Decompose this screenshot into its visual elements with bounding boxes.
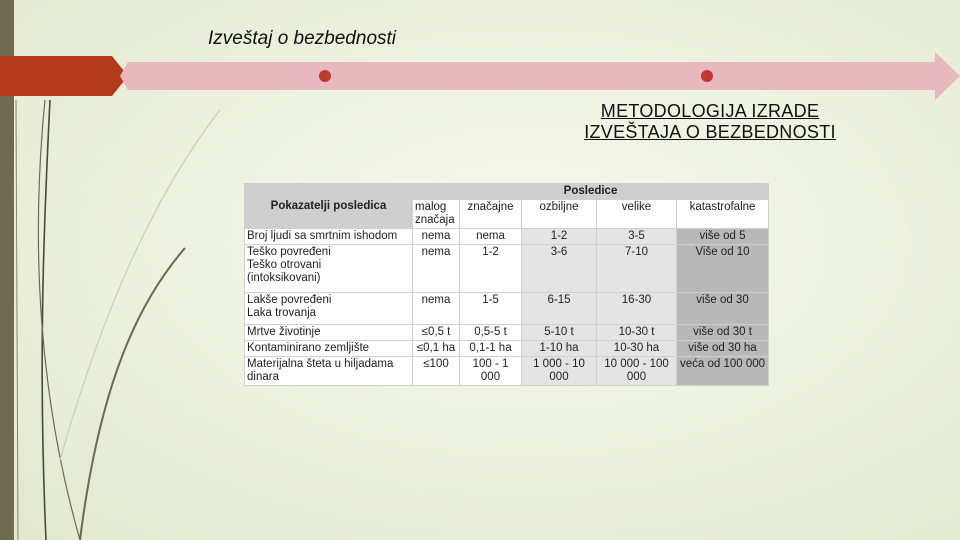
- table-group-header: Posledice: [413, 184, 769, 200]
- table-cell: 7-10: [597, 245, 677, 293]
- table-cell: više od 5: [677, 229, 769, 245]
- table-cell: više od 30: [677, 293, 769, 325]
- slide-title-line1: METODOLOGIJA IZRADE: [600, 101, 820, 121]
- accent-tab: [0, 56, 128, 96]
- table-row: [245, 325, 769, 341]
- column-header: velike: [597, 200, 677, 229]
- row-label: Broj ljudi sa smrtnim ishodom: [245, 229, 413, 245]
- consequences-table: [244, 183, 769, 386]
- table-cell: 1-5: [460, 293, 522, 325]
- table-cell: 1-2: [460, 245, 522, 293]
- table-cell: 10-30 t: [597, 325, 677, 341]
- table-cell: 5-10 t: [522, 325, 597, 341]
- table-cell: nema: [413, 293, 460, 325]
- table-cell: više od 30 ha: [677, 341, 769, 357]
- table-cell: 1 000 - 10 000: [522, 357, 597, 386]
- table-row: [245, 293, 769, 325]
- table-cell: više od 30 t: [677, 325, 769, 341]
- table-cell: 16-30: [597, 293, 677, 325]
- table-cell: 1-10 ha: [522, 341, 597, 357]
- table-cell: nema: [413, 229, 460, 245]
- table-cell: Više od 10: [677, 245, 769, 293]
- table-cell: ≤100: [413, 357, 460, 386]
- row-label: Mrtve životinje: [245, 325, 413, 341]
- table-row: [245, 245, 769, 293]
- table-cell: nema: [413, 245, 460, 293]
- table-cell: 0,1-1 ha: [460, 341, 522, 357]
- table-cell: veća od 100 000: [677, 357, 769, 386]
- row-label: Teško povređeni Teško otrovani (intoksikovani): [245, 245, 413, 293]
- table-row: [245, 357, 769, 386]
- row-label: Lakše povređeni Laka trovanja: [245, 293, 413, 325]
- header-title: Izveštaj o bezbednosti: [208, 28, 397, 49]
- row-label: Materijalna šteta u hiljadama dinara: [245, 357, 413, 386]
- table-cell: 10-30 ha: [597, 341, 677, 357]
- table-cell: nema: [460, 229, 522, 245]
- column-header: ozbiljne: [522, 200, 597, 229]
- table-cell: ≤0,1 ha: [413, 341, 460, 357]
- table-left-header: Pokazatelji posledica: [245, 184, 413, 229]
- table-cell: 0,5-5 t: [460, 325, 522, 341]
- timeline-dot: [319, 70, 331, 82]
- slide-title: [540, 101, 880, 143]
- table-cell: ≤0,5 t: [413, 325, 460, 341]
- timeline-dot: [701, 70, 713, 82]
- table-cell: 3-6: [522, 245, 597, 293]
- table-row: [245, 341, 769, 357]
- table-cell: 100 - 1 000: [460, 357, 522, 386]
- column-header: katastrofalne: [677, 200, 769, 229]
- table-cell: 10 000 - 100 000: [597, 357, 677, 386]
- table-cell: 3-5: [597, 229, 677, 245]
- table-cell: 1-2: [522, 229, 597, 245]
- column-header: značajne: [460, 200, 522, 229]
- row-label: Kontaminirano zemljište: [245, 341, 413, 357]
- slide-title-line2: IZVEŠTAJA O BEZBEDNOSTI: [584, 122, 836, 142]
- timeline-arrow: [120, 50, 960, 102]
- column-header: malog značaja: [413, 200, 460, 229]
- table-row: [245, 229, 769, 245]
- table-cell: 6-15: [522, 293, 597, 325]
